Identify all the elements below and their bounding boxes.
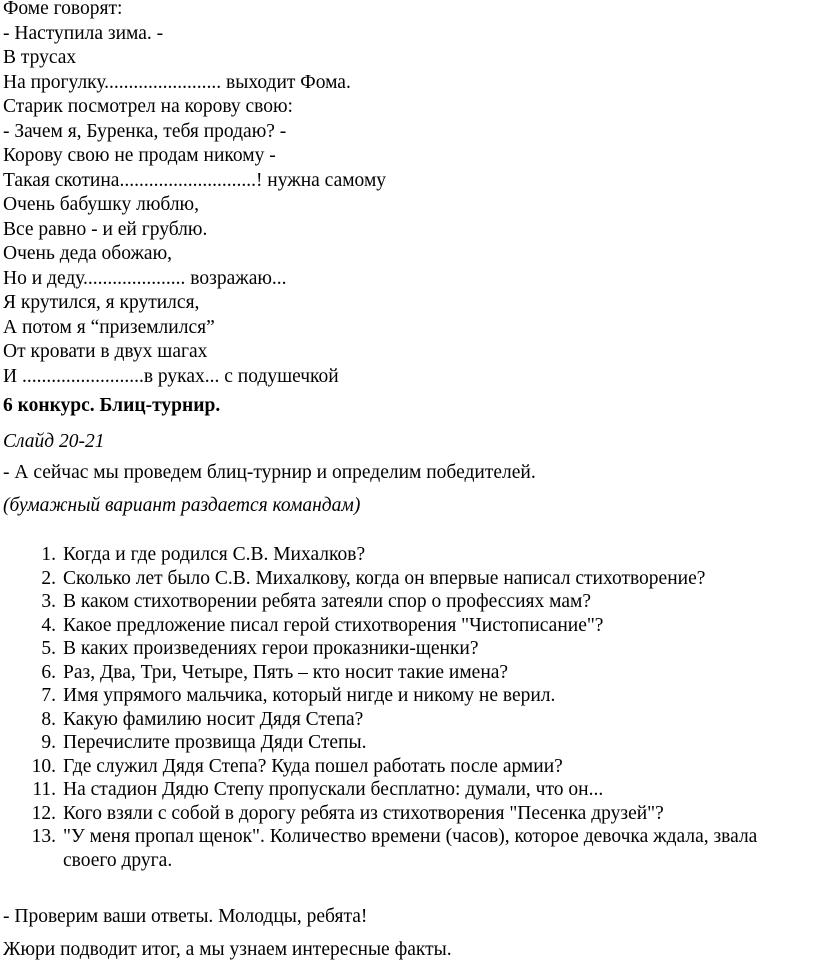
verse-line: Очень деда обожаю, (3, 243, 173, 264)
question-item (0, 802, 813, 826)
section-heading: 6 конкурс. Блиц-турнир. (3, 395, 221, 416)
question-text: Кого взяли с собой в дорогу ребята из стихотворения "Песенка друзей"? (63, 802, 664, 824)
question-number: 3. (41, 591, 56, 612)
verse-block (3, 0, 803, 389)
question-item (0, 614, 813, 638)
verse-line: В трусах (3, 47, 77, 68)
intro-text: - А сейчас мы проведем блиц-турнир и определим победителей. (3, 462, 536, 483)
verse-line: Очень бабушку люблю, (3, 194, 199, 215)
question-item (0, 543, 813, 567)
jury-text: Жюри подводит итог, а мы узнаем интересные факты. (3, 939, 452, 960)
question-item (0, 731, 813, 755)
question-number: 1. (41, 544, 56, 565)
verse-line: Все равно - и ей грублю. (3, 218, 208, 240)
question-number: 11. (32, 779, 56, 800)
question-item (0, 684, 813, 708)
question-item (0, 778, 813, 802)
question-text: В каком стихотворении ребята затеяли спор о профессиях мам? (63, 591, 591, 612)
check-answers-text: - Проверим ваши ответы. Молодцы, ребята! (3, 906, 368, 927)
verse-line: - Зачем я, Буренка, тебя продаю? - (3, 120, 287, 142)
question-item (0, 755, 813, 779)
verse-line: Такая скотина............................! нужна самому (3, 169, 387, 191)
question-text: Сколько лет было С.В. Михалкову, когда он впервые написал стихотворение? (63, 567, 706, 589)
slide-reference: Слайд 20-21 (3, 431, 105, 452)
verse-line: А потом я “приземлился” (3, 316, 215, 338)
question-text: Какую фамилию носит Дядя Степа? (63, 708, 364, 730)
question-item (0, 567, 813, 591)
question-text: Где служил Дядя Степа? Куда пошел работать после армии? (63, 755, 563, 777)
verse-line: - Наступила зима. - (3, 22, 164, 44)
question-number: 4. (41, 614, 56, 636)
verse-line: От кровати в двух шагах (3, 341, 208, 362)
question-text: Когда и где родился С.В. Михалков? (63, 544, 366, 565)
question-number: 7. (41, 685, 56, 706)
verse-line: Но и деду..................... возражаю... (3, 267, 287, 289)
question-text: Перечислите прозвища Дяди Степы. (63, 732, 367, 753)
question-number: 13. (31, 826, 56, 847)
question-item (0, 708, 813, 732)
question-text: Какое предложение писал герой стихотворения "Чистописание"? (63, 614, 604, 636)
distribution-note: (бумажный вариант раздается командам) (3, 495, 361, 516)
question-text: В каких произведениях герои проказники-щенки? (63, 638, 479, 659)
question-number: 2. (41, 567, 56, 589)
question-number: 12. (31, 802, 56, 824)
question-item (0, 661, 813, 685)
question-number: 6. (41, 661, 56, 683)
question-list (0, 543, 816, 872)
question-number: 5. (41, 638, 56, 659)
question-text: Раз, Два, Три, Четыре, Пять – кто носит такие имена? (63, 661, 509, 683)
verse-line: Старик посмотрел на корову свою: (3, 96, 293, 117)
verse-line: Я крутился, я крутился, (3, 292, 200, 313)
question-text: Имя упрямого мальчика, который нигде и никому не верил. (63, 685, 556, 706)
question-item (0, 590, 813, 614)
question-number: 10. (31, 755, 56, 777)
question-item (0, 825, 813, 872)
question-text: "У меня пропал щенок". Количество времени (часов), которое девочка ждала, звала своего друга. (63, 826, 758, 871)
verse-line: И .........................в руках... с подушечкой (3, 365, 339, 387)
question-text: На стадион Дядю Степу пропускали бесплатно: думали, что он... (63, 779, 604, 800)
verse-line: Корову свою не продам никому - (3, 145, 276, 166)
question-number: 9. (41, 732, 56, 753)
question-number: 8. (41, 708, 56, 730)
verse-line: Фоме говорят: (3, 0, 123, 19)
verse-line: На прогулку........................ выходит Фома. (3, 71, 351, 93)
question-item (0, 637, 813, 661)
